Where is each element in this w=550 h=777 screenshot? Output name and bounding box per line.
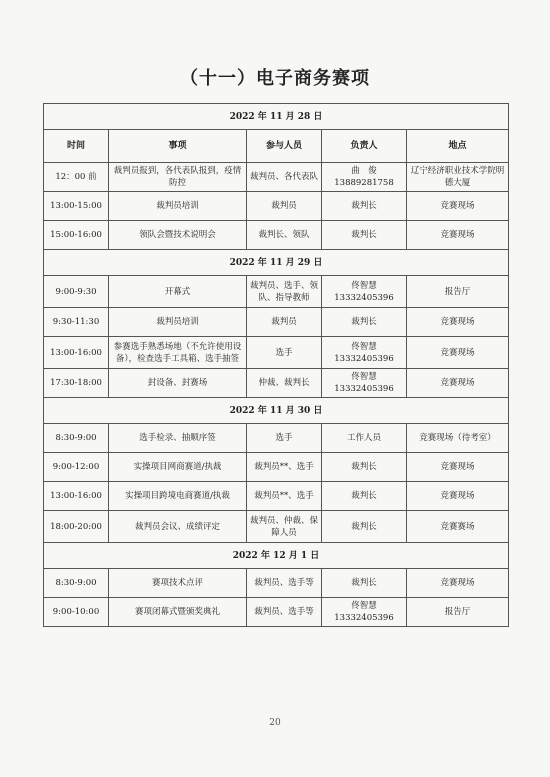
cell-time: 9:00-10:00 xyxy=(44,598,109,627)
cell-owner: 裁判长 xyxy=(322,308,407,337)
cell-place: 辽宁经济职业技术学院明德大厦 xyxy=(407,163,509,192)
cell-place: 竞赛现场 xyxy=(407,369,509,398)
cell-place: 报告厅 xyxy=(407,598,509,627)
cell-item: 参赛选手熟悉场地（不允许使用设备），检查选手工具箱、选手抽签 xyxy=(109,337,247,369)
cell-place: 竞赛现场 xyxy=(407,453,509,482)
cell-people: 选手 xyxy=(247,424,322,453)
cell-time: 18:00-20:00 xyxy=(44,511,109,543)
cell-time: 12：00 前 xyxy=(44,163,109,192)
cell-people: 裁判员、各代表队 xyxy=(247,163,322,192)
cell-time: 13:00-16:00 xyxy=(44,337,109,369)
cell-time: 8:30-9:00 xyxy=(44,569,109,598)
header-row xyxy=(44,130,509,163)
date-cell: 2022 年 11 月 28 日 xyxy=(44,104,509,130)
cell-place: 竞赛赛场 xyxy=(407,511,509,543)
cell-time: 17:30-18:00 xyxy=(44,369,109,398)
schedule-table xyxy=(43,103,509,627)
cell-place: 竞赛现场（待考室） xyxy=(407,424,509,453)
cell-time: 15:00-16:00 xyxy=(44,221,109,250)
cell-item: 裁判员培训 xyxy=(109,308,247,337)
cell-owner: 佟智慧 13332405396 xyxy=(322,337,407,369)
cell-owner: 佟智慧 13332405396 xyxy=(322,369,407,398)
cell-people: 裁判员 xyxy=(247,192,322,221)
cell-item: 实操项目跨境电商赛道/执裁 xyxy=(109,482,247,511)
cell-people: 裁判员、选手等 xyxy=(247,598,322,627)
date-row xyxy=(44,250,509,276)
cell-people: 仲裁、裁判长 xyxy=(247,369,322,398)
cell-item: 裁判员会议、成绩评定 xyxy=(109,511,247,543)
table-row xyxy=(44,163,509,192)
cell-owner: 曲 俊 13889281758 xyxy=(322,163,407,192)
cell-item: 选手检录、抽顺序签 xyxy=(109,424,247,453)
cell-time: 13:00-15:00 xyxy=(44,192,109,221)
cell-item: 实操项目网商赛道/执裁 xyxy=(109,453,247,482)
cell-people: 裁判员、选手、领队、指导教师 xyxy=(247,276,322,308)
cell-place: 竞赛现场 xyxy=(407,308,509,337)
cell-owner: 裁判长 xyxy=(322,482,407,511)
date-row xyxy=(44,104,509,130)
cell-item: 开幕式 xyxy=(109,276,247,308)
cell-owner: 佟智慧 13332405396 xyxy=(322,276,407,308)
page-title: （十一）电子商务赛项 xyxy=(180,68,370,89)
cell-time: 9:00-12:00 xyxy=(44,453,109,482)
cell-time: 9:30-11:30 xyxy=(44,308,109,337)
cell-place: 竞赛现场 xyxy=(407,221,509,250)
table-row xyxy=(44,369,509,398)
column-header: 负责人 xyxy=(322,130,407,163)
table-row xyxy=(44,424,509,453)
schedule-body xyxy=(44,104,509,627)
cell-place: 竞赛现场 xyxy=(407,337,509,369)
date-row xyxy=(44,398,509,424)
cell-people: 裁判员、选手等 xyxy=(247,569,322,598)
cell-time: 13:00-16:00 xyxy=(44,482,109,511)
date-row xyxy=(44,543,509,569)
table-row xyxy=(44,598,509,627)
column-header: 参与人员 xyxy=(247,130,322,163)
date-cell: 2022 年 12 月 1 日 xyxy=(44,543,509,569)
table-row xyxy=(44,276,509,308)
cell-owner: 裁判长 xyxy=(322,569,407,598)
column-header: 时间 xyxy=(44,130,109,163)
cell-owner: 裁判长 xyxy=(322,511,407,543)
cell-place: 竞赛现场 xyxy=(407,569,509,598)
cell-people: 裁判员、仲裁、保障人员 xyxy=(247,511,322,543)
cell-item: 裁判员培训 xyxy=(109,192,247,221)
cell-place: 报告厅 xyxy=(407,276,509,308)
cell-item: 领队会暨技术说明会 xyxy=(109,221,247,250)
column-header: 地点 xyxy=(407,130,509,163)
cell-item: 赛项技术点评 xyxy=(109,569,247,598)
cell-people: 选手 xyxy=(247,337,322,369)
page-number: 20 xyxy=(269,718,281,728)
cell-time: 9:00-9:30 xyxy=(44,276,109,308)
table-row xyxy=(44,192,509,221)
cell-owner: 工作人员 xyxy=(322,424,407,453)
table-row xyxy=(44,482,509,511)
table-row xyxy=(44,511,509,543)
cell-people: 裁判员 xyxy=(247,308,322,337)
cell-item: 封设备、封赛场 xyxy=(109,369,247,398)
cell-item: 裁判员报到，各代表队报到，疫情防控 xyxy=(109,163,247,192)
cell-time: 8:30-9:00 xyxy=(44,424,109,453)
cell-owner: 裁判长 xyxy=(322,221,407,250)
table-row xyxy=(44,569,509,598)
cell-owner: 佟智慧 13332405396 xyxy=(322,598,407,627)
cell-item: 赛项闭幕式暨颁奖典礼 xyxy=(109,598,247,627)
cell-owner: 裁判长 xyxy=(322,192,407,221)
table-row xyxy=(44,221,509,250)
cell-place: 竞赛现场 xyxy=(407,482,509,511)
column-header: 事项 xyxy=(109,130,247,163)
cell-people: 裁判长、领队 xyxy=(247,221,322,250)
cell-people: 裁判员**、选手 xyxy=(247,453,322,482)
cell-owner: 裁判长 xyxy=(322,453,407,482)
cell-people: 裁判员**、选手 xyxy=(247,482,322,511)
cell-place: 竞赛现场 xyxy=(407,192,509,221)
date-cell: 2022 年 11 月 29 日 xyxy=(44,250,509,276)
date-cell: 2022 年 11 月 30 日 xyxy=(44,398,509,424)
table-row xyxy=(44,337,509,369)
table-row xyxy=(44,453,509,482)
table-row xyxy=(44,308,509,337)
